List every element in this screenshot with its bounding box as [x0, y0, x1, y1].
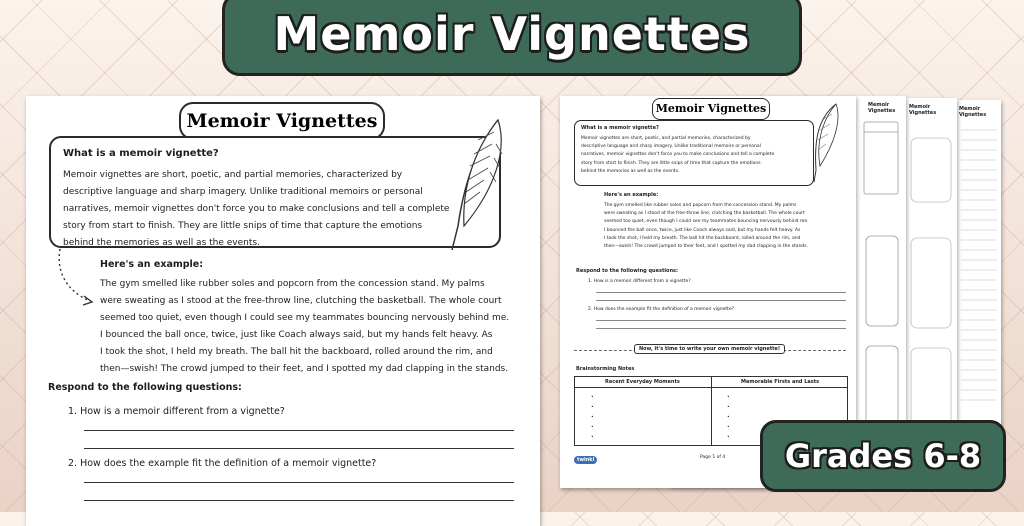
preview-example-line: I took the shot, I held my breath. The ball hit the backboard, rolled around the rim, and [604, 235, 801, 241]
definition-text [63, 167, 487, 252]
definition-line: narratives, memoir vignettes don't force you to make conclusions and tell a complete [63, 204, 450, 214]
bullet: • [727, 415, 730, 420]
bullet: • [727, 395, 730, 400]
definition-line: behind the memories as well as the events. [63, 238, 260, 248]
preview-example-heading: Here's an example: [604, 192, 659, 198]
preview-question-2: 2. How does the example fit the definition of a memoir vignette? [588, 307, 735, 312]
example-section [100, 259, 520, 378]
example-line: The gym smelled like rubber soles and popcorn from the concession stand. My palms [100, 279, 485, 289]
example-line: seemed too quiet, even though I could see my teammates bouncing nervously behind me. [100, 313, 510, 323]
preview-answer-line [596, 328, 846, 329]
back-page-3-title: Memoir Vignettes [959, 106, 987, 118]
answer-line[interactable] [84, 482, 514, 483]
preview-bullets-col-1 [591, 393, 594, 443]
preview-bullets-col-2 [727, 393, 730, 443]
example-line: I took the shot, I held my breath. The ball hit the backboard, rolled around the rim, and [100, 347, 493, 357]
definition-line: Memoir vignettes are short, poetic, and partial memories, characterized by [63, 170, 403, 180]
answer-line[interactable] [84, 448, 514, 449]
example-heading: Here's an example: [100, 259, 204, 270]
preview-answer-line [596, 320, 846, 321]
example-text [100, 276, 520, 378]
grades-label: Grades 6-8 [784, 437, 982, 475]
preview-answer-line [596, 300, 846, 301]
answer-line[interactable] [84, 500, 514, 501]
preview-example-line: The gym smelled like rubber soles and popcorn from the concession stand. My palms [604, 203, 797, 208]
preview-definition-text [581, 135, 807, 176]
banner-title: Memoir Vignettes [273, 7, 751, 61]
preview-feather-icon [808, 100, 844, 184]
preview-brainstorm-heading: Brainstorming Notes [576, 366, 635, 372]
title-banner [222, 0, 802, 76]
example-line: then—swish! The crowd jumped to their feet, and I spotted my dad clapping in the stands. [100, 364, 509, 374]
bullet: • [727, 435, 730, 440]
preview-def-line: behind the memories as well as the events. [581, 168, 680, 174]
preview-def-line: narratives, memoir vignettes don't force you to make conclusions and tell a complete [581, 152, 775, 158]
preview-example-line: I bounced the ball once, twice, just like Coach always said, but my hands felt heavy. As [604, 227, 801, 233]
example-line: I bounced the ball once, twice, just like Coach always said, but my hands felt heavy. As [100, 330, 493, 340]
definition-box [49, 136, 501, 248]
back-page-3 [957, 100, 1001, 474]
preview-def-line: descriptive language and sharp imagery. Unlike traditional memoirs or personal [581, 144, 761, 150]
question-2: 2. How does the example fit the definition of a memoir vignette? [68, 458, 377, 469]
definition-question: What is a memoir vignette? [63, 148, 219, 159]
preview-definition-question: What is a memoir vignette? [581, 125, 659, 131]
answer-line[interactable] [84, 430, 514, 431]
feather-icon [442, 114, 512, 254]
preview-table-header-1: Recent Everyday Moments [605, 379, 680, 385]
bullet: • [591, 415, 594, 420]
bullet: • [727, 425, 730, 430]
dotted-arrow-icon [56, 247, 96, 307]
preview-definition-box [574, 120, 814, 186]
grades-badge [760, 420, 1006, 492]
bullet: • [591, 425, 594, 430]
example-line: were sweating as I stood at the free-throw line, clutching the basketball. The whole court [100, 296, 502, 306]
preview-title: Memoir Vignettes [652, 98, 770, 120]
preview-example-line: were sweating as I stood at the free-throw line, clutching the basketball. The whole court [604, 211, 805, 217]
back-page-2-title: Memoir Vignettes [909, 104, 937, 116]
preview-def-line: Memoir vignettes are short, poetic, and partial memories, characterized by [581, 136, 751, 141]
bullet: • [591, 395, 594, 400]
preview-table-header-2: Memorable Firsts and Lasts [741, 379, 820, 385]
preview-def-line: story from start to finish. They are little snips of time that capture the emotions [581, 160, 761, 166]
preview-example [604, 192, 852, 251]
preview-page-number: Page 1 of 4 [700, 455, 726, 460]
preview-example-line: then—swish! The crowd jumped to their feet, and I spotted my dad clapping in the stands. [604, 244, 809, 250]
preview-now-banner-text: Now, it's time to write your own memoir vignette! [634, 344, 785, 354]
worksheet-page [26, 96, 540, 526]
preview-now-banner [574, 344, 846, 356]
back-page-3-lines [957, 100, 1001, 474]
worksheet-title: Memoir Vignettes [179, 102, 385, 140]
question-1: 1. How is a memoir different from a vignette? [68, 406, 285, 417]
bullet: • [591, 435, 594, 440]
preview-question-1: 1. How is a memoir different from a vignette? [588, 279, 691, 284]
bullet: • [591, 405, 594, 410]
definition-line: story from start to finish. They are little snips of time that capture the emotions [63, 221, 423, 231]
bullet: • [727, 405, 730, 410]
preview-answer-line [596, 292, 846, 293]
preview-example-line: seemed too quiet, even though I could see my teammates bouncing nervously behind me. [604, 219, 809, 225]
back-page-1-title: Memoir Vignettes [868, 102, 896, 114]
twinkl-logo: twinkl [574, 456, 597, 464]
respond-heading: Respond to the following questions: [48, 382, 242, 393]
preview-respond-heading: Respond to the following questions: [576, 268, 679, 274]
definition-line: descriptive language and sharp imagery. Unlike traditional memoirs or personal [63, 187, 423, 197]
